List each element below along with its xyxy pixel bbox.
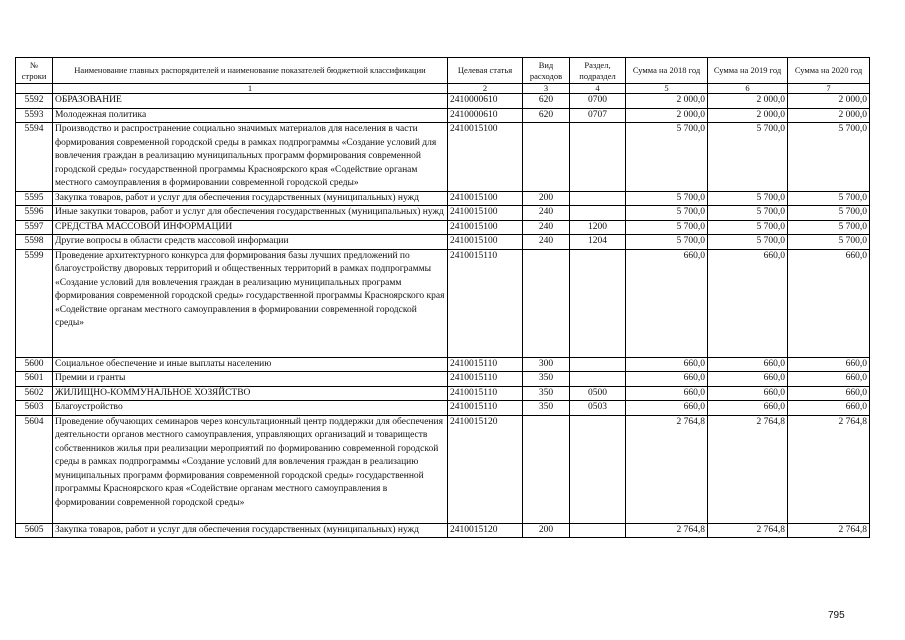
row-sum-2020: 5 700,0 <box>788 123 870 192</box>
row-section: 0500 <box>570 386 626 401</box>
row-article: 2410015100 <box>448 235 523 250</box>
row-name: Другие вопросы в области средств массовой информации <box>53 235 448 250</box>
row-sum-2020: 5 700,0 <box>788 191 870 206</box>
table-row <box>16 108 870 123</box>
row-expense-type <box>523 123 570 192</box>
header-article: Целевая статья <box>448 58 523 84</box>
row-article: 2410015120 <box>448 523 523 538</box>
row-name: Иные закупки товаров, работ и услуг для обеспечения государственных (муниципальных) нужд <box>53 206 448 221</box>
table-row <box>16 357 870 372</box>
row-sum-2019: 2 000,0 <box>708 108 788 123</box>
table-row <box>16 94 870 109</box>
row-number: 5594 <box>16 123 53 192</box>
row-sum-2018: 5 700,0 <box>626 206 708 221</box>
row-sum-2019: 660,0 <box>708 372 788 387</box>
header-sum-2020: Сумма на 2020 год <box>788 58 870 84</box>
row-name: СРЕДСТВА МАССОВОЙ ИНФОРМАЦИИ <box>53 220 448 235</box>
row-sum-2019: 5 700,0 <box>708 220 788 235</box>
row-sum-2020: 5 700,0 <box>788 235 870 250</box>
row-sum-2018: 2 000,0 <box>626 94 708 109</box>
header-sum-2019: Сумма на 2019 год <box>708 58 788 84</box>
row-expense-type: 620 <box>523 108 570 123</box>
table-row <box>16 220 870 235</box>
row-number: 5600 <box>16 357 53 372</box>
row-section <box>570 123 626 192</box>
row-sum-2020: 2 000,0 <box>788 94 870 109</box>
header-number: 6 <box>708 84 788 94</box>
row-section: 1204 <box>570 235 626 250</box>
row-name: Закупка товаров, работ и услуг для обеспечения государственных (муниципальных) нужд <box>53 523 448 538</box>
header-number: 7 <box>788 84 870 94</box>
row-expense-type: 350 <box>523 401 570 416</box>
row-sum-2019: 2 764,8 <box>708 415 788 523</box>
table-row <box>16 206 870 221</box>
row-section: 0503 <box>570 401 626 416</box>
row-sum-2018: 5 700,0 <box>626 220 708 235</box>
row-sum-2019: 660,0 <box>708 357 788 372</box>
row-article: 2410000610 <box>448 94 523 109</box>
row-section <box>570 372 626 387</box>
row-sum-2019: 5 700,0 <box>708 191 788 206</box>
table-row <box>16 123 870 192</box>
row-article: 2410015110 <box>448 386 523 401</box>
row-sum-2018: 660,0 <box>626 249 708 357</box>
row-name: Закупка товаров, работ и услуг для обеспечения государственных (муниципальных) нужд <box>53 191 448 206</box>
header-name: Наименование главных распорядителей и наименование показателей бюджетной классификации <box>53 58 448 84</box>
row-sum-2020: 660,0 <box>788 372 870 387</box>
row-sum-2018: 2 764,8 <box>626 523 708 538</box>
row-section <box>570 191 626 206</box>
row-expense-type: 620 <box>523 94 570 109</box>
header-sum-2018: Сумма на 2018 год <box>626 58 708 84</box>
row-article: 2410015120 <box>448 415 523 523</box>
row-sum-2019: 660,0 <box>708 401 788 416</box>
table-row <box>16 191 870 206</box>
row-section: 1200 <box>570 220 626 235</box>
row-name: Молодежная политика <box>53 108 448 123</box>
row-sum-2020: 2 764,8 <box>788 415 870 523</box>
header-number: 2 <box>448 84 523 94</box>
row-expense-type <box>523 249 570 357</box>
row-sum-2018: 5 700,0 <box>626 191 708 206</box>
budget-table <box>15 57 870 538</box>
row-number: 5605 <box>16 523 53 538</box>
row-section: 0707 <box>570 108 626 123</box>
row-section <box>570 357 626 372</box>
row-expense-type: 240 <box>523 220 570 235</box>
row-sum-2019: 5 700,0 <box>708 206 788 221</box>
row-sum-2018: 2 764,8 <box>626 415 708 523</box>
row-sum-2020: 2 000,0 <box>788 108 870 123</box>
row-sum-2019: 2 764,8 <box>708 523 788 538</box>
row-expense-type: 300 <box>523 357 570 372</box>
row-number: 5603 <box>16 401 53 416</box>
row-article: 2410015110 <box>448 357 523 372</box>
row-number: 5599 <box>16 249 53 357</box>
row-number: 5592 <box>16 94 53 109</box>
row-expense-type: 200 <box>523 191 570 206</box>
page-number: 795 <box>828 610 845 621</box>
row-name: ОБРАЗОВАНИЕ <box>53 94 448 109</box>
table-row <box>16 386 870 401</box>
row-number: 5595 <box>16 191 53 206</box>
row-article: 2410015100 <box>448 220 523 235</box>
header-number: 1 <box>53 84 448 94</box>
row-section <box>570 415 626 523</box>
row-article: 2410000610 <box>448 108 523 123</box>
row-sum-2019: 5 700,0 <box>708 123 788 192</box>
table-row <box>16 401 870 416</box>
row-name: Производство и распространение социально значимых материалов для населения в части формирования современной городской среды в рамках подпрограммы «Создание условий для вовлечения граждан в реализацию муниципальных программ формирования современной городской среды» государственной программы Красноярского края «Содействие органам местного самоуправления в формировании современной городской среды» <box>53 123 448 192</box>
header-number: 5 <box>626 84 708 94</box>
header-section: Раздел, подраздел <box>570 58 626 84</box>
row-number: 5601 <box>16 372 53 387</box>
row-sum-2018: 5 700,0 <box>626 123 708 192</box>
row-expense-type: 350 <box>523 372 570 387</box>
row-expense-type <box>523 415 570 523</box>
header-number: 4 <box>570 84 626 94</box>
header-expense-type: Вид расходов <box>523 58 570 84</box>
row-sum-2019: 5 700,0 <box>708 235 788 250</box>
row-section: 0700 <box>570 94 626 109</box>
row-sum-2018: 660,0 <box>626 372 708 387</box>
row-section <box>570 206 626 221</box>
row-article: 2410015100 <box>448 206 523 221</box>
row-article: 2410015110 <box>448 249 523 357</box>
table-row <box>16 235 870 250</box>
row-sum-2020: 660,0 <box>788 401 870 416</box>
row-article: 2410015110 <box>448 401 523 416</box>
row-name: Премии и гранты <box>53 372 448 387</box>
row-number: 5598 <box>16 235 53 250</box>
row-name: ЖИЛИЩНО-КОММУНАЛЬНОЕ ХОЗЯЙСТВО <box>53 386 448 401</box>
row-number: 5597 <box>16 220 53 235</box>
row-name: Благоустройство <box>53 401 448 416</box>
row-sum-2020: 5 700,0 <box>788 220 870 235</box>
row-sum-2020: 2 764,8 <box>788 523 870 538</box>
row-expense-type: 200 <box>523 523 570 538</box>
header-row-no: № строки <box>16 58 53 84</box>
table-row <box>16 415 870 523</box>
row-sum-2020: 660,0 <box>788 357 870 372</box>
row-article: 2410015100 <box>448 191 523 206</box>
row-number: 5602 <box>16 386 53 401</box>
row-number: 5593 <box>16 108 53 123</box>
row-expense-type: 240 <box>523 206 570 221</box>
row-sum-2019: 660,0 <box>708 386 788 401</box>
row-name: Проведение обучающих семинаров через консультационный центр поддержки для обеспечения деятельности органов местного самоуправления, управляющих организаций и товариществ собственников жилья при реализации мероприятий по формированию современной городской среды в рамках подпрограммы «Создание условий для вовлечения граждан в реализацию муниципальных программ формирования современной городской среды» государственной программы Красноярского края «Содействие органам местного самоуправления в формировании современной городской среды» <box>53 415 448 523</box>
row-sum-2018: 5 700,0 <box>626 235 708 250</box>
row-sum-2020: 660,0 <box>788 249 870 357</box>
table-row <box>16 523 870 538</box>
header-number: 3 <box>523 84 570 94</box>
row-sum-2020: 660,0 <box>788 386 870 401</box>
table-row <box>16 249 870 357</box>
row-article: 2410015100 <box>448 123 523 192</box>
row-sum-2019: 2 000,0 <box>708 94 788 109</box>
row-name: Социальное обеспечение и иные выплаты населению <box>53 357 448 372</box>
row-section <box>570 249 626 357</box>
row-sum-2019: 660,0 <box>708 249 788 357</box>
table-row <box>16 372 870 387</box>
row-section <box>570 523 626 538</box>
header-number-empty <box>16 84 53 94</box>
row-expense-type: 350 <box>523 386 570 401</box>
header-numbers-row <box>16 84 870 94</box>
row-name: Проведение архитектурного конкурса для формирования базы лучших предложений по благоустройству дворовых территорий и общественных территорий в рамках подпрограммы «Создание условий для вовлечения граждан в реализацию муниципальных программ формирования современной городской среды» государственной программы Красноярского края «Содействие органам местного самоуправления в формировании современной городской среды» <box>53 249 448 357</box>
row-sum-2018: 2 000,0 <box>626 108 708 123</box>
row-article: 2410015110 <box>448 372 523 387</box>
row-sum-2018: 660,0 <box>626 401 708 416</box>
header-row <box>16 58 870 84</box>
row-sum-2020: 5 700,0 <box>788 206 870 221</box>
row-sum-2018: 660,0 <box>626 386 708 401</box>
row-number: 5604 <box>16 415 53 523</box>
row-number: 5596 <box>16 206 53 221</box>
row-expense-type: 240 <box>523 235 570 250</box>
row-sum-2018: 660,0 <box>626 357 708 372</box>
